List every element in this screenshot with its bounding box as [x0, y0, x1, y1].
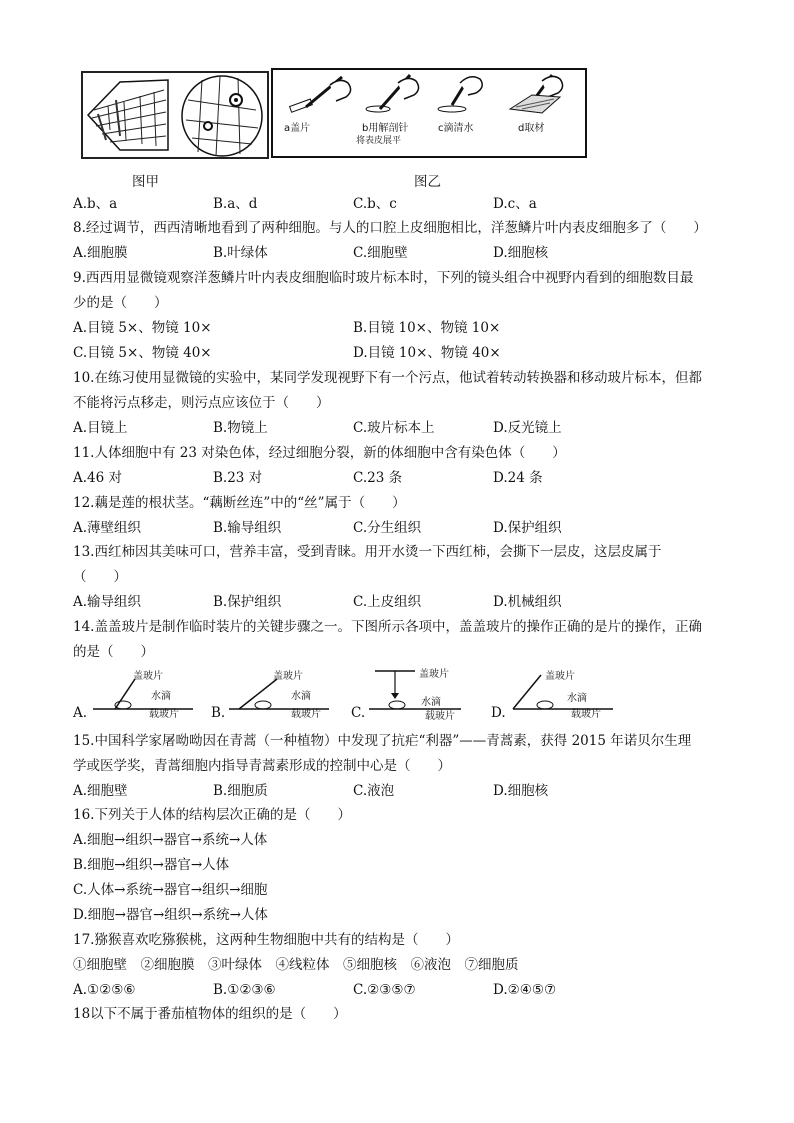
q10-option-b: B.物镜上 [213, 420, 268, 436]
q13-option-d: D.机械组织 [493, 594, 562, 610]
cell-field-left [88, 80, 168, 150]
q10-stem-line1: 10.在练习使用显微镜的实验中，某同学发现视野下有一个污点，他试着转动转换器和移动玻片标本，但都 [73, 370, 702, 386]
q9-option-d: D.目镜 10×、物镜 40× [353, 345, 501, 361]
figure-yi-drawing [270, 67, 588, 159]
q7-option-a: A.b、a [73, 196, 118, 212]
q14-c-cover-label: 盖玻片 [419, 669, 449, 680]
q8-stem: 8.经过调节，西西清晰地看到了两种细胞。与人的口腔上皮细胞相比，洋葱鳞片叶内表皮细胞多了（ ） [73, 220, 707, 236]
q14-stem-line1: 14.盖盖玻片是制作临时装片的关键步骤之一。下图所示各项中，盖盖玻片的操作正确的是片的操作，正确 [73, 619, 702, 635]
q17-stem: 17.猕猴喜欢吃猕猴桃，这两种生物细胞中共有的结构是（ ） [73, 932, 459, 948]
q14-diagram-b [211, 665, 341, 723]
step-b-hand [366, 75, 419, 112]
q14-d-cover-label: 盖玻片 [545, 671, 575, 682]
q11-stem: 11.人体细胞中有 23 对染色体，经过细胞分裂，新的体细胞中含有染色体（ ） [73, 445, 566, 461]
q16-option-a: A.细胞→组织→器官→系统→人体 [73, 832, 268, 848]
q14-c-drawing [351, 665, 481, 723]
q7-option-d: D.c、a [493, 196, 537, 212]
q16-option-b: B.细胞→组织→器官→人体 [73, 857, 230, 873]
q17-option-b: B.①②③⑥ [213, 982, 276, 998]
step-a-label: a盖片 [284, 123, 311, 134]
figure-jia-drawing [80, 70, 270, 162]
q14-stem-line2: 的是（ ） [73, 644, 154, 660]
q8-option-b: B.叶绿体 [213, 245, 268, 261]
q12-option-c: C.分生组织 [353, 520, 422, 536]
q15-stem-line1: 15.中国科学家屠呦呦因在青蒿（一种植物）中发现了抗疟“利器”——青蒿素，获得 2015 年诺贝尔生理 [73, 733, 692, 749]
q8-option-c: C.细胞壁 [353, 245, 408, 261]
step-a-hand [290, 77, 351, 112]
step-c-label: c滴清水 [438, 123, 474, 134]
q17-option-c: C.②③⑤⑦ [353, 982, 416, 998]
q15-stem-line2: 学或医学奖，青蒿细胞内指导青蒿素形成的控制中心是（ ） [73, 758, 451, 774]
q18-stem: 18以下不属于番茄植物体的组织的是（ ） [73, 1006, 347, 1022]
step-b-note: 将表皮展平 [356, 136, 402, 146]
q11-option-c: C.23 条 [353, 470, 403, 486]
q14-a-water-label: 水滴 [151, 691, 171, 702]
q14-a-cover-label: 盖玻片 [133, 671, 163, 682]
q15-option-b: B.细胞质 [213, 783, 268, 799]
figure-jia-caption: 图甲 [132, 174, 159, 190]
q16-option-d: D.细胞→器官→组织→系统→人体 [73, 907, 268, 923]
q11-option-a: A.46 对 [73, 470, 123, 486]
cell-field-right [182, 76, 262, 156]
q14-d-letter: D. [491, 705, 506, 721]
q7-option-c: C.b、c [353, 196, 397, 212]
q15-option-d: D.细胞核 [493, 783, 549, 799]
q12-option-b: B.输导组织 [213, 520, 282, 536]
q8-option-d: D.细胞核 [493, 245, 549, 261]
q15-option-a: A.细胞壁 [73, 783, 128, 799]
q8-option-a: A.细胞膜 [73, 245, 128, 261]
q11-option-d: D.24 条 [493, 470, 543, 486]
q10-option-d: D.反光镜上 [493, 420, 562, 436]
q14-b-cover-label: 盖玻片 [273, 671, 303, 682]
q14-c-letter: C. [351, 705, 366, 721]
q12-stem: 12.藕是莲的根状茎。“藕断丝连”中的“丝”属于（ ） [73, 495, 406, 511]
q9-option-a: A.目镜 5×、物镜 10× [73, 320, 212, 336]
figure-yi [270, 67, 588, 159]
q10-stem-line2: 不能将污点移走，则污点应该位于（ ） [73, 395, 330, 411]
q14-b-letter: B. [211, 705, 226, 721]
q13-option-c: C.上皮组织 [353, 594, 422, 610]
q13-stem-line1: 13.西红柿因其美味可口，营养丰富，受到青睐。用开水烫一下西红柿，会撕下一层皮，这层皮属于 [73, 544, 662, 560]
q14-diagram-d [491, 665, 621, 723]
q14-c-slide-label: 载玻片 [425, 711, 455, 722]
q14-a-slide-label: 载玻片 [149, 709, 179, 720]
q9-stem-line2: 少的是（ ） [73, 295, 168, 311]
q17-option-d: D.②④⑤⑦ [493, 982, 557, 998]
q14-diagram-a [73, 665, 203, 723]
q9-stem-line1: 9.西西用显微镜观察洋葱鳞片叶内表皮细胞临时玻片标本时，下列的镜头组合中视野内看到的细胞数目最 [73, 270, 694, 286]
q11-option-b: B.23 对 [213, 470, 263, 486]
figure-jia [80, 70, 270, 162]
q14-d-slide-label: 载玻片 [571, 709, 601, 720]
q16-stem: 16.下列关于人体的结构层次正确的是（ ） [73, 807, 351, 823]
q7-option-b: B.a、d [213, 196, 258, 212]
step-c-hand [438, 77, 482, 112]
q14-c-water-label: 水滴 [421, 697, 441, 708]
q9-option-c: C.目镜 5×、物镜 40× [73, 345, 212, 361]
q14-b-slide-label: 载玻片 [291, 709, 321, 720]
q12-option-d: D.保护组织 [493, 520, 562, 536]
q13-option-b: B.保护组织 [213, 594, 282, 610]
q13-stem-line2: （ ） [73, 569, 127, 585]
q17-option-a: A.①②⑤⑥ [73, 982, 136, 998]
step-d-hand [510, 75, 563, 113]
q10-option-a: A.目镜上 [73, 420, 128, 436]
q14-d-water-label: 水滴 [567, 693, 587, 704]
step-d-label: d取材 [518, 123, 545, 134]
step-b-label: b用解剖针 [362, 123, 409, 134]
q9-option-b: B.目镜 10×、物镜 10× [353, 320, 501, 336]
q14-diagram-c [351, 665, 481, 723]
q10-option-c: C.玻片标本上 [353, 420, 435, 436]
q12-option-a: A.薄壁组织 [73, 520, 142, 536]
q13-option-a: A.输导组织 [73, 594, 142, 610]
q15-option-c: C.液泡 [353, 783, 395, 799]
q17-items: ①细胞壁 ②细胞膜 ③叶绿体 ④线粒体 ⑤细胞核 ⑥液泡 ⑦细胞质 [73, 957, 519, 973]
q16-option-c: C.人体→系统→器官→组织→细胞 [73, 882, 268, 898]
figure-yi-caption: 图乙 [414, 174, 441, 190]
q14-b-water-label: 水滴 [291, 691, 311, 702]
q14-a-letter: A. [73, 705, 88, 721]
